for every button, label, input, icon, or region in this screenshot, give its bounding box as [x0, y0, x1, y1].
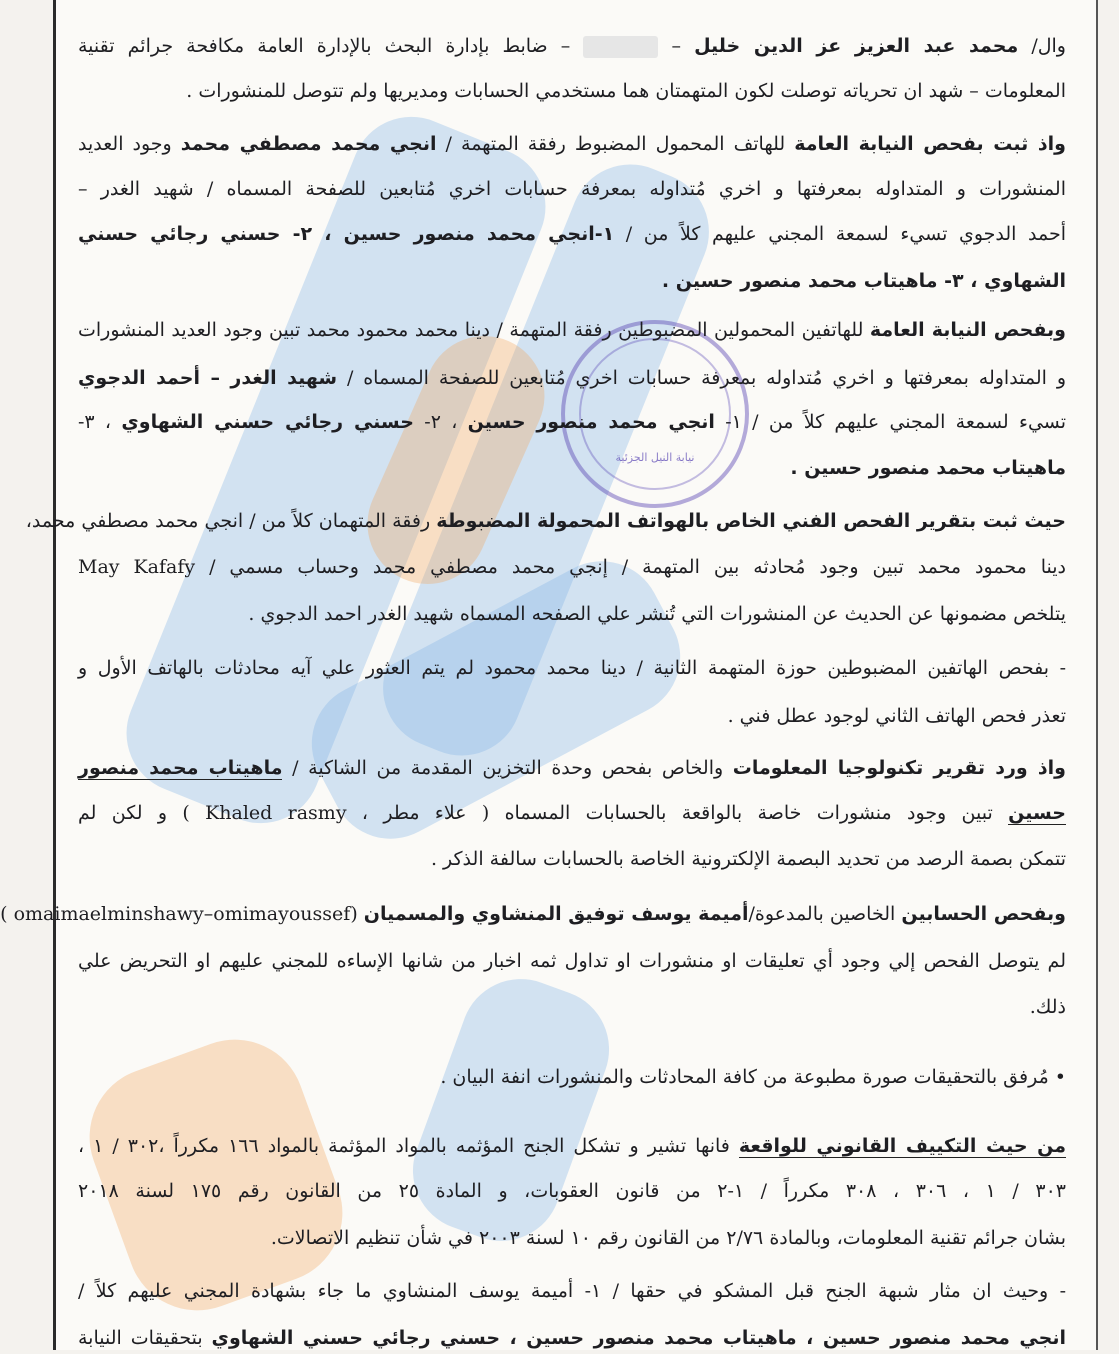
- text-run: للهاتف المحمول المضبوط رفقة المتهمة /: [436, 133, 795, 155]
- text-run: ٣٠٣ / ١ ، ٣٠٦ ، ٣٠٨ مكرراً / ١-٢ من قانون العقوبات، و المادة ٢٥ من القانون رقم ١٧٥ لسنة ٢٠١٨: [78, 1180, 1067, 1202]
- text-run: تسيء لسمعة المجني عليهم كلاً من / ١-: [714, 411, 1067, 433]
- text-run: و المتداوله بمعرفتها و اخري مُتداوله بمعرفة حسابات اخري مُتابعين للصفحة المسماه /: [337, 367, 1066, 389]
- text-line: [78, 1175, 1066, 1207]
- bold-text-run: شهيد الغدر – أحمد الدجوي: [78, 367, 338, 389]
- text-line: [78, 128, 1066, 160]
- text-run: والخاص بفحص وحدة التخزين المقدمة من الشاكية /: [282, 757, 733, 779]
- text-line: [78, 797, 1066, 829]
- text-run: رفقة المتهمان كلاً من / انجي محمد مصطفي محمد،: [25, 510, 437, 532]
- text-line: [78, 406, 1066, 438]
- bold-text-run: أميمة يوسف توفيق المنشاوي والمسميان: [363, 903, 749, 925]
- text-run: • مُرفق بالتحقيقات صورة مطبوعة من كافة المحادثات والمنشورات انفة البيان .: [440, 1066, 1066, 1088]
- stamp-text: نيابة النيل الجزئية: [615, 451, 695, 464]
- bold-text-run: واذ ورد تقرير تكنولوجيا المعلومات: [732, 757, 1066, 779]
- text-run: ، ٢-: [413, 411, 468, 433]
- bold-text-run: من حيث التكييف القانوني للواقعة: [738, 1135, 1066, 1157]
- text-run: فانها تشير و تشكل الجنح المؤثمه بالمواد المؤثمة بالمواد ١٦٦ مكرراً ،٣٠٢ / ١ ،: [78, 1135, 739, 1157]
- text-line: [78, 218, 1066, 250]
- text-run: وال/: [1018, 35, 1066, 57]
- bold-text-run: انجي محمد منصور حسين: [467, 411, 715, 433]
- text-line: [78, 75, 1066, 107]
- text-line: [78, 752, 1066, 784]
- text-line: [78, 1275, 1066, 1307]
- bold-text-run: انجي محمد مصطفي محمد: [180, 133, 437, 155]
- text-line: [78, 843, 1066, 875]
- text-line: [78, 551, 1066, 583]
- text-run: المعلومات – شهد ان تحرياته توصلت لكون المتهمتان هما مستخدمي الحسابات ومديريها ولم تتوصل للمنشورات .: [186, 80, 1066, 102]
- redacted-block: [583, 36, 658, 58]
- text-run: تعذر فحص الهاتف الثاني لوجود عطل فني .: [727, 705, 1066, 727]
- bold-text-run: ماهيتاب محمد منصور: [78, 757, 283, 779]
- text-line: [78, 1061, 1066, 1093]
- bold-text-run: ١-انجي محمد منصور حسين ، ٢- حسني رجائي حسني: [78, 223, 615, 245]
- bold-text-run: انجي محمد منصور حسين ، ماهيتاب محمد منصور حسين ، حسني رجائي حسني الشهاوي: [211, 1327, 1066, 1349]
- text-line: [78, 1130, 1066, 1162]
- text-run: - بفحص الهاتفين المضبوطين حوزة المتهمة الثانية / دينا محمد محمود لم يتم العثور علي آيه محادثات بالهاتف الأول و: [78, 657, 1066, 679]
- text-run: أحمد الدجوي تسيء لسمعة المجني عليهم كلاً من /: [614, 223, 1066, 245]
- text-run: بتحقيقات النيابة: [78, 1327, 212, 1349]
- bold-text-run: وبفحص الحسابين: [901, 903, 1066, 925]
- text-line: [78, 700, 1066, 732]
- bold-text-run: حيث ثبت بتقرير الفحص الفني الخاص بالهواتف المحمولة المضبوطة: [436, 510, 1066, 532]
- text-line: [78, 991, 1066, 1023]
- text-line: [78, 30, 1066, 62]
- text-run: –: [658, 35, 695, 57]
- text-run: وجود العديد: [78, 133, 181, 155]
- text-run: (omaimaelminshawy–omimayoussef ): [0, 903, 364, 925]
- bold-text-run: ماهيتاب محمد منصور حسين .: [790, 457, 1066, 479]
- text-run: تتمكن بصمة الرصد من تحديد البصمة الإلكترونية الخاصة بالحسابات سالفة الذكر .: [430, 848, 1066, 870]
- text-run: ، ٣-: [78, 411, 122, 433]
- text-run: تبين وجود منشورات خاصة بالواقعة بالحسابات المسماه ( علاء مطر ، Khaled rasmy ) و لكن لم: [78, 802, 1009, 824]
- text-run: بشان جرائم تقنية المعلومات، وبالمادة ٢/٧٦ من القانون رقم ١٠ لسنة ٢٠٠٣ في شأن تنظيم الاتصالات.: [270, 1227, 1066, 1249]
- text-run: لم يتوصل الفحص إلي وجود أي تعليقات او منشورات او تداول ثمه اخبار من شانها الإساءه للمجني عليهم او التحريض علي: [78, 950, 1066, 972]
- bold-text-run: محمد عبد العزيز عز الدين خليل: [694, 35, 1019, 57]
- text-run: المنشورات و المتداوله بمعرفتها و اخري مُتداوله بمعرفة حسابات اخري مُتابعين للصفحة المسماه / شهيد الغدر –: [78, 178, 1066, 200]
- bold-text-run: الشهاوي ، ٣- ماهيتاب محمد منصور حسين .: [661, 270, 1066, 292]
- text-run: – ضابط بإدارة البحث بالإدارة العامة مكافحة جرائم تقنية: [78, 35, 584, 57]
- text-line: [25, 505, 1066, 537]
- text-run: للهاتفين المحمولين المضبوطين رفقة المتهمة / دينا محمد محمود محمد تبين وجود العديد المنشورات: [78, 319, 870, 341]
- text-run: دينا محمود محمد تبين وجود مُحادثه بين المتهمة / إنجي محمد مصطفي محمد وحساب مسمي / May Kafafy: [78, 556, 1066, 578]
- text-line: [78, 1222, 1066, 1254]
- bold-text-run: وبفحص النيابة العامة: [869, 319, 1066, 341]
- text-run: - وحيث ان مثار شبهة الجنح قبل المشكو في حقها / ١- أميمة يوسف المنشاوي ما جاء بشهادة المجني عليهم كلاً /: [78, 1280, 1066, 1302]
- text-line: [78, 652, 1066, 684]
- text-line: [78, 173, 1066, 205]
- bold-text-run: حسني رجائي حسني الشهاوي: [121, 411, 414, 433]
- text-line: [78, 1322, 1066, 1354]
- bold-text-run: حسين: [1008, 802, 1066, 824]
- text-line: [78, 452, 1066, 484]
- text-run: ذلك.: [1029, 996, 1066, 1018]
- text-line: [78, 314, 1066, 346]
- bold-text-run: واذ ثبت بفحص النيابة العامة: [794, 133, 1066, 155]
- text-line: [78, 362, 1066, 394]
- text-line: [78, 598, 1066, 630]
- text-line: [0, 898, 1066, 930]
- text-run: يتلخص مضمونها عن الحديث عن المنشورات التي تُنشر علي الصفحه المسماه شهيد الغدر احمد الدجوي .: [248, 603, 1066, 625]
- text-line: [78, 265, 1066, 297]
- text-line: [78, 945, 1066, 977]
- text-run: الخاصين بالمدعوة/: [748, 903, 902, 925]
